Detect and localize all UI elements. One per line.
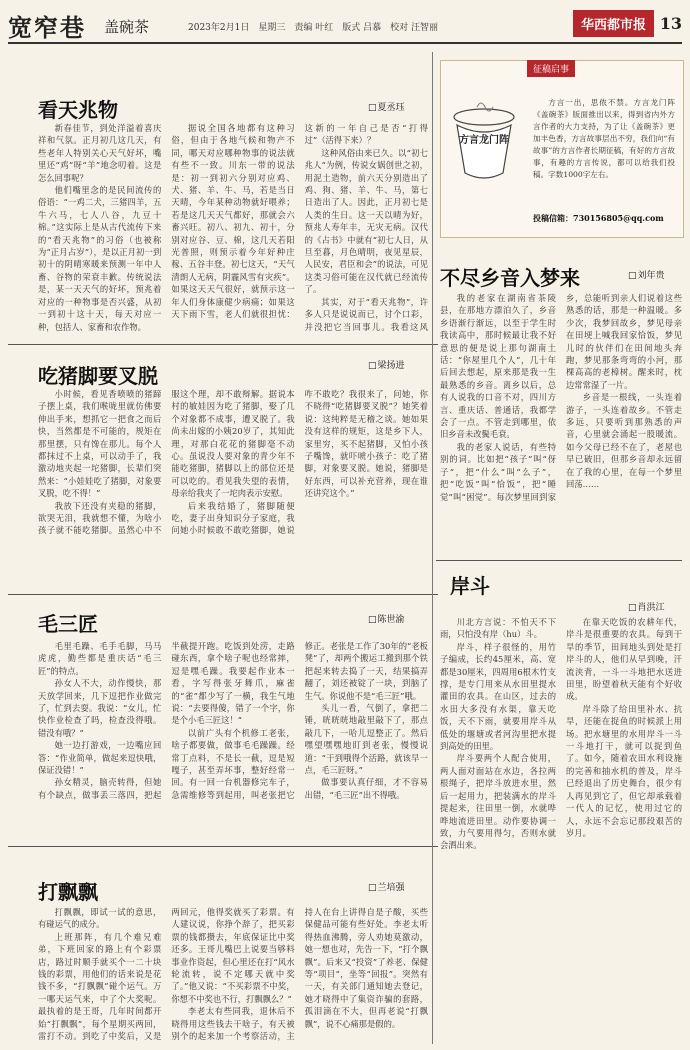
article-body: 我的老家在湖南省茶陵县，在那地方漂泊久了，乡音乡语渐行渐远，以至于学生时我读高中，那时候最让我不好意思的便是说上那句湖南土话：“你屋里几个人”，几十年后回去想起，原来那是我一生最熟悉的乡音。离乡以后，总有人说我的口音不对，四川方言、重庆话、普通话，我都学会了一点。不管走到哪里，依旧乡音未改鬓毛衰。 我的老家人说话，有些特别的词。比如把“孩子”叫“伢子”，把“什么”叫“么子”，把“吃饭”叫“恰饭”，把“睡觉”叫“困觉”。每次梦里回到家乡，总能听到亲人们说着这些熟悉的话，那是一种温暖。多少次，我梦回故乡，梦见母亲在田埂上喊我回家恰饭，梦见儿时的伙伴们在田间地头奔跑，梦见那条弯弯的小河，那棵高高的老樟树。醒来时，枕边常常湿了一片。 乡音是一根线，一头连着游子，一头连着故乡。不管走多远，只要听到那熟悉的声音，心里就会涌起一股暖流。如今父母已经不在了，老屋也早已破旧，但那乡音却永远留在了我的心里，在每一个梦里回荡……: [440, 293, 682, 502]
article-author: □ 夏丞珏: [368, 100, 405, 113]
divider: [8, 344, 438, 345]
article-title: 看天兆物: [38, 98, 118, 122]
article-title: 打飘飘: [38, 880, 98, 904]
article-author: □ 兰培强: [368, 880, 405, 893]
notice-tag: 征稿启事: [527, 60, 575, 77]
column-divider: [432, 52, 433, 1044]
submission-email: 投稿信箱：730156805@qq.com: [533, 213, 664, 223]
column-name: 宽窄巷: [8, 13, 86, 42]
article-author: □ 刘年贵: [628, 268, 665, 281]
sub-column-name: 盖碗茶: [104, 18, 150, 36]
article-author: □ 陈世渝: [368, 612, 405, 625]
notice-text: 方言一出，思侬不禁。方言龙门阵《盖碗茶》版面推出以来，得到省内外方言作者的大力支持，为了让《盖碗茶》更加丰色香，方言故事层出不穷，我们向“有故事”的方言作者长期征稿，有好的方言故事，有趣的方言传说，都可以给我们投稿。字数1000字左右。: [533, 98, 675, 179]
article-body: 新春佳节，到处洋溢着喜庆祥和气氛。正月初几这几天，有些老年人特别关心天气好坏，嘴里还“鸡”呀“羊”地念叨着。这是怎么回事呢？ 他们嘴里念的是民间流传的俗语：“一鸡二犬，三猪四羊，五牛六马，七人八谷，九豆十棉。”这实际上是从古代流传下来的“看天兆物”的习俗（也被称为“正月占岁”），是以正月初一到初十的阴晴寒暖来预测一年中人畜、谷物的荣衰丰歉。传统说法是，某一天天气的好坏，预兆着对应的一种物事是否兴盛，从初一到初十这十天，每天对应一种，包括人、家畜和农作物。 据说全国各地都有这种习俗，但由于各地气候和物产不同，哪天对应哪种物事的说法就有些不一致。川东一带的说法是：初一到初六分别对应鸡、犬、猪、羊、牛、马，若是当日天晴，今年某种动物就好喂养；若是这几天天气都好，那就会六畜兴旺。初八、初九、初十，分别对应谷、豆、棉，这几天若阳光普照，则预示着今年好种庄稼、五谷丰登。初七这天，“天气清朗人无病，阴霾风雪有灾疾”。如果这天天气很好，就预示这一年人们身体康健少病痛；如果这天下雨下雪，老人们就很担忧：这新的一年自己是否“打得过”（活得下来）？ 这种风俗由来已久。以“初七兆人”为例，传说女娲创世之初，用泥土造物，前六天分别造出了鸡、狗、猪、羊、牛、马，第七日造出了人。因此，正月初七是人类的生日。这一天以晴为好，预兆人寿年丰，无灾无病。汉代的《占书》中就有“初七人日，从旦至暮，月色晴明，夜见星辰，人民安，君臣和会”的说法，可见这类习俗可能在汉代就已经流传了。 其实，对于“看天兆物”，许多人只是说说而已，讨个口彩，并没把它当回事儿。我看这风: [38, 123, 428, 332]
call-for-papers-box: [440, 60, 684, 238]
page-number: 13: [659, 14, 682, 33]
divider: [8, 594, 438, 595]
article-author: □ 肖洪江: [628, 600, 665, 613]
article-body: 打飘飘，即试一试的意思，有碰运气的成分。 上班那阵，有几个难兄难弟，下班回家的路上有个彩票店，路过时顺手就买个一二十块钱的彩票，用他们的话来说是花钱不多，“打飘飘”碰个运气。万一哪天运气来，中了个大奖呢。最执着的是王哥，几年时间都开始“打飘飘”，每个星期买两回，雷打不动。到吃了中奖后，又是两回元，他得奖就买了彩票。有人建议说，你挣个辞了，把买彩票的钱都攒去，年底保证比中奖还多。王哥儿嘴巴上说要当够料事业作资起，但心里还在打“风水轮流转，说不定哪天就中奖了。”他又说：“不买彩票不中奖，你想不中奖也不行，打飘飘么？” 李老太有些同我，退休后不晓得用这些钱去干啥子，有天被别个的起来加一个考察活动，主持人在台上讲得自是子酸，买些保健品可能有些好处。李老太听得热血沸腾，旁人劝她莫激动，她一想也对，先告一下，“打个飘飘”。后来又“投资”了养老、保健等“项目”，坐等“回报”。突然有一天，有关部门通知她去登记，她才晓得中了集资诈骗的套路，孤泪滴在不大，但再老说“打飘飘”，说不心痛那是假的。: [38, 907, 428, 1042]
divider: [436, 560, 682, 561]
emblem-label: 方言龙门阵: [459, 135, 509, 146]
article-body: 川北方言说：不怕天不下雨，只怕没有岸（hu）斗。 岸斗，样子很怪的，用竹子编成，长约45厘米，高、宽都是30厘米，四周用6根木竹支撑，是专门用来从水田里提水灌田的农具。在山区，过去的水田大多没有水渠，靠天吃饭，天不下雨，就要用岸斗从低处的堰塘或者河沟里把水提到高处的田里。 岸斗要两个人配合使用，两人面对面站在水边，各拉两根绳子，把岸斗放进水里，然后一起用力，把装满水的岸斗提起来，往田里一倒，水就哗哗地流进田里。动作要协调一致，力气要用得匀，否则水就会洒出来。 在靠天吃饭的农耕年代，岸斗是很重要的农具。每到干旱的季节，田间地头到处是打岸斗的人，他们从早到晚，汗流浃背，一斗一斗地把水送进田里，盼望着秋天能有个好收成。 岸斗除了给田里补水、抗旱，还能在捉鱼的时候派上用场。把水塘里的水用岸斗一斗一斗地打干，就可以捉到鱼了。如今，随着农田水利设施的完善和抽水机的普及，岸斗已经退出了历史舞台，很少有人再见到它了，但它却承载着一代人的记忆，使用过它的人，永远不会忘记那段艰苦的岁月。: [440, 617, 682, 851]
article-title: 毛三匠: [38, 612, 98, 636]
article-title: 岸斗: [450, 574, 490, 598]
article-body: 毛里毛躁、毛手毛脚，马马虎虎，勤些都是重庆话“毛三匠”的特点。 孙女人不大，动作慢快，那天放学回来，几下逗把作业做完了，忙到去耍。我说：“女儿，忙快作业检查了吗，检查没得哦。错没有哦？” 她一边打游戏，一边嘴应回答：“作业简单，做起来逗快哦，保证没错！” 孙女精灵，脑壳转得，但她有个缺点，做事丢三落四，把起半截提开跑。吃饭到处涝，走路碰东西，拿个啥子呢也经常摔，逗是嘿毛躁。我要起作业本一看，字写得张牙舞爪，麻雀的“雀”都少写了一横，我生气地说：“去要得傻，错了一个字，你是个小毛三匠这！” 以前广头有个机修工老张，啥子都要做，做事毛毛躁躁。经常丁点料，不是长一截，逗是短嘎子，甚至弄坏事，整好经常一回。有一回一台机器修完车子，急需维修等到起用，叫老张把它修正。老张是工作了30年的“老板凳”了，却两个搬运工搬到那个铁把起来转去捣了一天，结果搞弄翻了，刘还被锭了一块，到脑了生气。你说他不是“毛三匠”哦。 头儿一看，气倒了，拿把二锤，咣咣咣地敲里敲下了，那点敲几下，一哈儿逗整正了。然后嘿望嘿嘿地盯到老张，慢慢说道：“干到哦得个活路，就该早一点，毛三匠呀。” 做事要认真仔细，才不容易出错，“毛三匠”出不得哦。: [38, 641, 428, 800]
article-body: 小时候，看见香喷喷的猪蹄子摆上桌，我们喉咙里就仿佛要伸出手来，想抓它一把食之而后快，当然都是不可能的，规矩在那里摆，只有馋在那儿。每个人都抹过不上桌，可以动手了，我激动地夹起一坨猪脚，长辈们突然来：“小娃娃吃了猪脚，对象要叉脱，吃不得！” 我放下还没有夹稳的猪脚，欲哭无泪，我就想不懂，为啥小孩子就不能吃猪脚。虽然心中不服这个理，却不敢辩解。据说本村的敏娃因为吃了猪脚，娶了几个对象都不成事，遭叉脱了。我尚未出嫁的小姨20岁了，其知此理，对那白花花的猪脚毫不动心。虽说没人要对象的青少年不能吃猪脚，猪脚以上的部位还是可以吃的。看见我失望的表情，母亲给我夹了一坨肉表示安慰。 后来我结婚了，猪脚随便吃，妻子出身知识分子家庭，我问她小时候敢不敢吃猪脚，她说咋不敢吃？我很来了，问她，你不晓得“吃猪脚要叉脱”？她笑着说：这纯粹是无稽之谈。她如果没有这样的规矩，这是乡下人，家里穷，买不起猪脚，又怕小孩子嘴馋，就吓唬小孩子：吃了猪脚，对象要叉脱。她说，猪脚是好东西，可以补充营养，现在谁还讲究这个。”: [38, 389, 428, 536]
divider: [8, 846, 438, 847]
page-header: [8, 8, 682, 44]
article-title: 吃猪脚要叉脱: [38, 364, 158, 388]
article-author: □ 梁扬进: [368, 358, 405, 371]
issue-meta: 2023年2月1日 星期三 责编 叶红 版式 吕慕 校对 汪智丽: [188, 23, 438, 33]
article-title: 不尽乡音入梦来: [440, 266, 580, 290]
newspaper-brand: 华西都市报: [573, 10, 654, 37]
